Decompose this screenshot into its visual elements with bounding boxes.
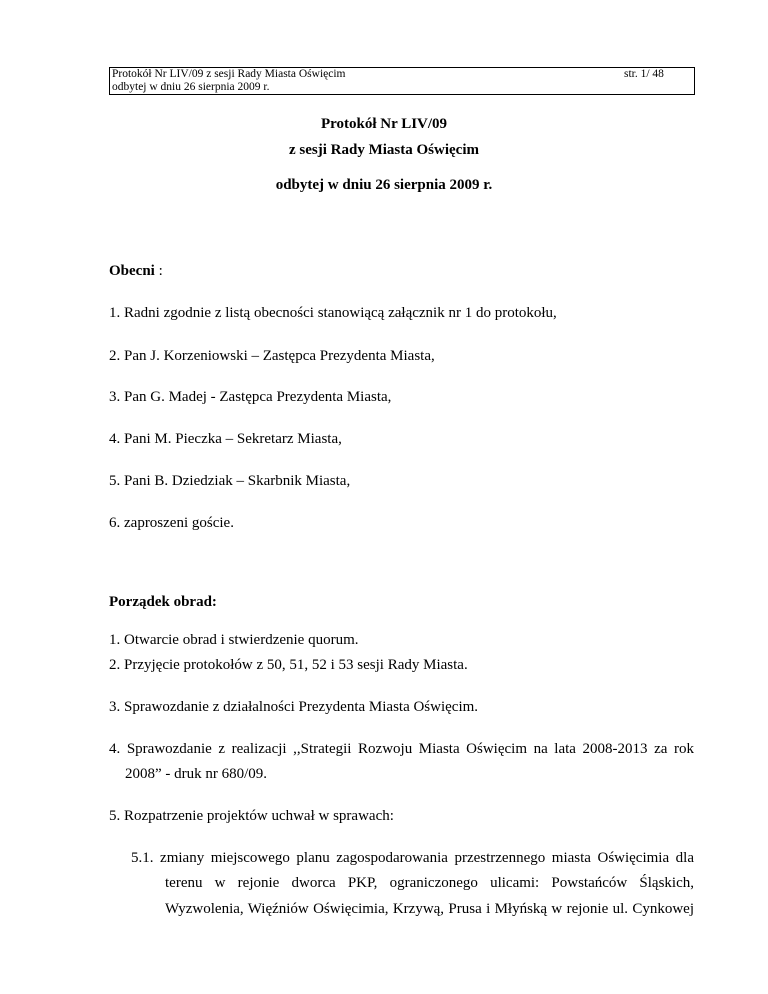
document-subtitle: z sesji Rady Miasta Oświęcim xyxy=(289,142,479,158)
agenda-heading: Porządek obrad: xyxy=(109,594,217,610)
present-heading xyxy=(109,263,163,280)
agenda-item-1: 1. Otwarcie obrad i stwierdzenie quorum. xyxy=(109,632,359,648)
agenda-item-3: 3. Sprawozdanie z działalności Prezydenta Miasta Oświęcim. xyxy=(109,699,479,715)
document-header xyxy=(109,67,695,95)
agenda-item-4-line1: 4. Sprawozdanie z realizacji ,,Strategii Rozwoju Miasta Oświęcim na lata 2008-2013 za rok xyxy=(109,741,694,757)
agenda-item-4-line2: 2008” - druk nr 680/09. xyxy=(125,766,268,782)
header-title-line2: odbytej w dniu 26 sierpnia 2009 r. xyxy=(112,81,270,93)
present-item-2: 2. Pan J. Korzeniowski – Zastępca Prezydenta Miasta, xyxy=(109,348,435,364)
present-heading-suffix: : xyxy=(154,263,163,279)
present-item-5: 5. Pani B. Dziedziak – Skarbnik Miasta, xyxy=(109,473,351,489)
document-date: odbytej w dniu 26 sierpnia 2009 r. xyxy=(275,177,493,193)
agenda-item-5-1-line3: Wyzwolenia, Więźniów Oświęcimia, Krzywą, Prusa i Młyńską w rejonie ul. Cynkowej xyxy=(165,901,694,917)
document-title: Protokół Nr LIV/09 xyxy=(320,116,448,132)
present-item-3: 3. Pan G. Madej - Zastępca Prezydenta Miasta, xyxy=(109,389,392,405)
present-item-1: 1. Radni zgodnie z listą obecności stanowiącą załącznik nr 1 do protokołu, xyxy=(109,305,557,321)
agenda-item-5-1-line2: terenu w rejonie dworca PKP, ograniczonego ulicami: Powstańców Śląskich, xyxy=(165,875,694,891)
header-title-line1: Protokół Nr LIV/09 z sesji Rady Miasta Oświęcim xyxy=(112,68,346,80)
agenda-item-5: 5. Rozpatrzenie projektów uchwał w sprawach: xyxy=(109,808,394,824)
page-number: str. 1/ 48 xyxy=(624,68,664,80)
present-item-6: 6. zaproszeni goście. xyxy=(109,515,234,531)
present-heading-label: Obecni xyxy=(109,263,155,279)
agenda-item-5-1-line1: 5.1. zmiany miejscowego planu zagospodarowania przestrzennego miasta Oświęcimia dla xyxy=(131,850,694,866)
agenda-item-2: 2. Przyjęcie protokołów z 50, 51, 52 i 53 sesji Rady Miasta. xyxy=(109,657,468,673)
present-item-4: 4. Pani M. Pieczka – Sekretarz Miasta, xyxy=(109,431,342,447)
